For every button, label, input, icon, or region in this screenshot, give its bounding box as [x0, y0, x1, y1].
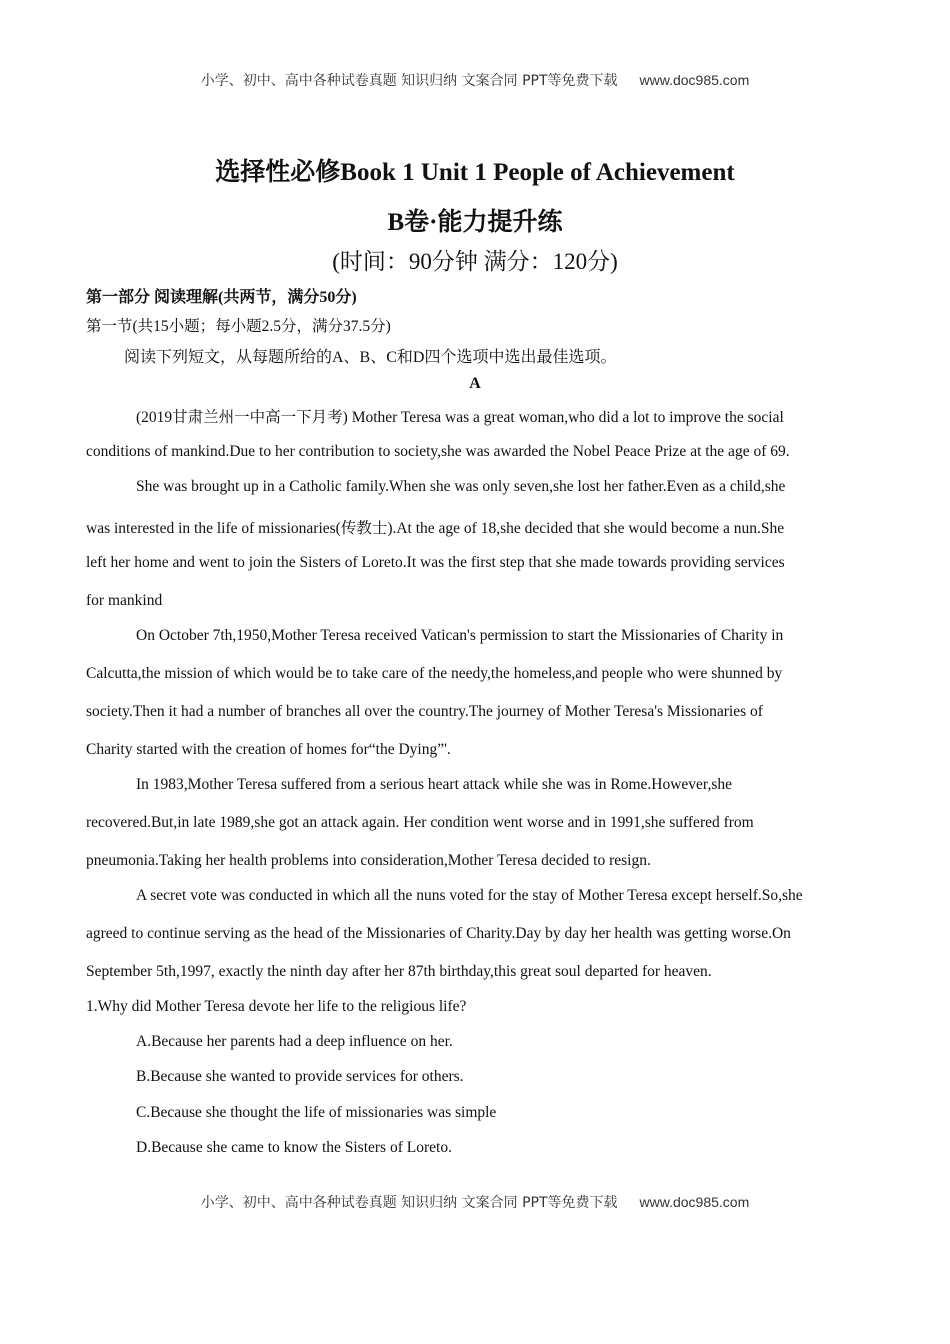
passage-line: Charity started with the creation of homes for“the Dying”'.	[86, 741, 451, 758]
header-text: 小学、初中、高中各种试卷真题 知识归纳 文案合同 PPT等免费下载	[200, 73, 618, 89]
question-stem: 1.Why did Mother Teresa devote her life to the religious life?	[86, 998, 467, 1015]
passage-line: conditions of mankind.Due to her contribution to society,she was awarded the Nobel Peace Prize at the age of 69.	[86, 443, 790, 460]
passage-line: September 5th,1997, exactly the ninth day after her 87th birthday,this great soul departed for heaven.	[86, 963, 712, 980]
answer-option-b: B.Because she wanted to provide services for others.	[136, 1068, 464, 1085]
footer-text: 小学、初中、高中各种试卷真题 知识归纳 文案合同 PPT等免费下载	[200, 1195, 618, 1211]
part-heading: 第一部分 阅读理解(共两节，满分50分)	[86, 289, 357, 306]
passage-line: In 1983,Mother Teresa suffered from a serious heart attack while she was in Rome.However,she	[136, 776, 733, 793]
document-title: 选择性必修Book 1 Unit 1 People of Achievement	[215, 159, 735, 186]
passage-line: Calcutta,the mission of which would be to take care of the needy,the homeless,and people who were shunned by	[86, 665, 783, 682]
passage-line: A secret vote was conducted in which all the nuns voted for the stay of Mother Teresa except herself.So,she	[136, 887, 803, 904]
passage-line: pneumonia.Taking her health problems into consideration,Mother Teresa decided to resign.	[86, 852, 651, 869]
footer-site-link[interactable]: www.doc985.com	[639, 1194, 750, 1210]
header-site-link[interactable]: www.doc985.com	[639, 72, 750, 88]
passage-line: (2019甘肃兰州一中高一下月考) Mother Teresa was a great woman,who did a lot to improve the social	[136, 409, 784, 426]
passage-line: left her home and went to join the Sisters of Loreto.It was the first step that she made towards providing services	[86, 554, 785, 571]
passage-line: She was brought up in a Catholic family.When she was only seven,she lost her father.Even as a child,she	[136, 478, 786, 495]
document-subtitle: B卷·能力提升练	[387, 209, 563, 236]
answer-option-a: A.Because her parents had a deep influence on her.	[136, 1033, 453, 1050]
passage-line: was interested in the life of missionaries(传教士).At the age of 18,she decided that she would become a nun.She	[86, 520, 785, 537]
passage-line: society.Then it had a number of branches all over the country.The journey of Mother Teresa's Missionaries of	[86, 703, 763, 720]
passage-line: for mankind	[86, 592, 163, 609]
answer-option-c: C.Because she thought the life of missionaries was simple	[136, 1104, 497, 1121]
instruction-text: 阅读下列短文，从每题所给的A、B、C和D四个选项中选出最佳选项。	[124, 349, 617, 366]
passage-line: On October 7th,1950,Mother Teresa received Vatican's permission to start the Missionaries of Charity in	[136, 627, 784, 644]
passage-line: agreed to continue serving as the head of the Missionaries of Charity.Day by day her health was getting worse.On	[86, 925, 791, 942]
subpart-heading: 第一节(共15小题；每小题2.5分，满分37.5分)	[86, 318, 391, 335]
page-header	[0, 70, 950, 90]
page-footer	[0, 1192, 950, 1212]
passage-label: A	[469, 375, 481, 392]
answer-option-d: D.Because she came to know the Sisters of Loreto.	[136, 1139, 452, 1156]
passage-line: recovered.But,in late 1989,she got an attack again. Her condition went worse and in 1991,she suffered from	[86, 814, 754, 831]
time-score-info: (时间：90分钟 满分：120分)	[332, 249, 618, 274]
